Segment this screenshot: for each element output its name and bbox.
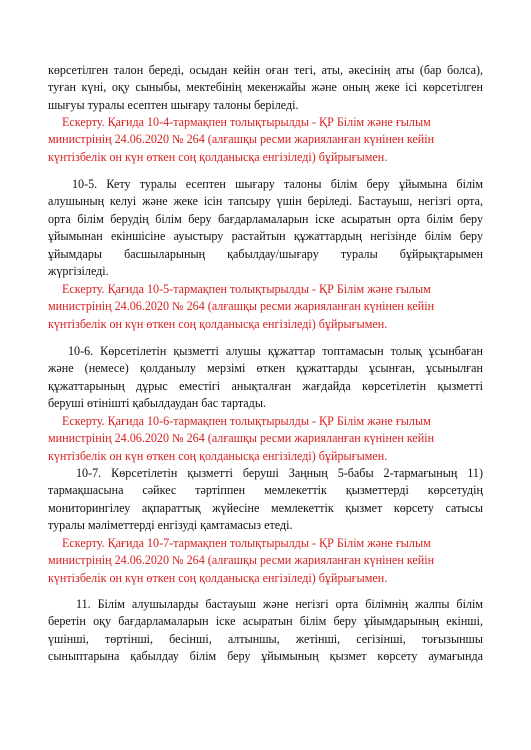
- text-line: алушының келуі және жеке ісін тапсыру үшін беріледі. Бастауыш, негізгі орта,: [48, 194, 483, 209]
- order-link[interactable]: ҚР Білім және ғылым: [319, 536, 431, 550]
- text-line: үшінші, төртінші, бесінші, алтыншы, жетінші, сегізінші, тоғызыншы: [48, 631, 483, 646]
- text-line: 10-7. Көрсетілетін қызметті беруші Заңның 5-бабы 2-тармағының 11): [76, 466, 483, 480]
- order-date-link[interactable]: министрінің 24.06.2020 № 264: [48, 553, 205, 568]
- paragraph-11: [48, 596, 483, 666]
- note-line: [48, 552, 483, 569]
- note-line: [48, 413, 483, 430]
- note-text: (алғашқы ресми жарияланған күнінен кейін: [204, 553, 435, 568]
- note-text: (алғашқы ресми жарияланған күнінен кейін: [204, 132, 435, 147]
- text-line: шығуы туралы есептен шығару талоны беріледі.: [48, 97, 299, 112]
- text-line: көрсетілген талон береді, осыдан кейін оған тегі, аты, әкесінің аты (бар болса),: [48, 63, 483, 77]
- note-line: [48, 131, 483, 148]
- text-line: беретін оқу бағдарламаларын іске асыратын білім беру ұйымдарының екінші,: [48, 614, 483, 629]
- text-line: туралы мәліметтерді енгізуді қамтамасыз етеді.: [48, 518, 293, 533]
- text-line: ұйымдары басшыларының қабылдау/шығару туралы бұйрықтарымен: [48, 246, 483, 261]
- text-line: 10-5. Кету туралы есептен шығару талоны білім беру ұйымына білім: [72, 177, 483, 191]
- text-line: орта білім берудің білім беру бағдарламаларын іске асыратын орта білім беру: [48, 211, 483, 226]
- note-line: [48, 114, 483, 131]
- order-link[interactable]: ҚР Білім және ғылым: [319, 115, 431, 129]
- order-date-link[interactable]: министрінің 24.06.2020 № 264: [48, 132, 205, 147]
- note-line: [48, 281, 483, 298]
- text-line: жүргізіледі.: [48, 263, 109, 278]
- paragraph-10-4-continuation: [48, 62, 483, 114]
- order-date-link[interactable]: министрінің 24.06.2020 № 264: [48, 299, 205, 314]
- note-line: [48, 535, 483, 552]
- text-line: 10-6. Көрсетілетін қызметті алушы құжаттар топтамасын толық ұсынбаған: [68, 344, 483, 358]
- text-line: және (немесе) қолданылу мерзімі өткен құжаттарды ұсынған, ұсынылған: [48, 361, 483, 376]
- note-line: күнтізбелік он күн өткен соң қолданысқа енгізіледі) бұйрығымен.: [48, 149, 388, 164]
- paragraph-10-5: [48, 176, 483, 280]
- note-text: (алғашқы ресми жарияланған күнінен кейін: [204, 299, 435, 314]
- paragraph-10-6: [48, 343, 483, 413]
- text-line: сыныптарына қабылдау білім беру ұйымының қызмет көрсету аумағында: [48, 649, 483, 664]
- note-line: [48, 430, 483, 447]
- paragraph-10-7: [48, 465, 483, 535]
- note-line: күнтізбелік он күн өткен соң қолданысқа енгізіледі) бұйрығымен.: [48, 316, 388, 331]
- text-line: мониторингілеу ақпараттық жүйесіне мемлекеттік қызмет көрсету сатысы: [48, 500, 483, 515]
- note-text: (алғашқы ресми жарияланған күнінен кейін: [204, 431, 435, 446]
- amendment-note-10-6: [48, 413, 483, 465]
- note-line: күнтізбелік он күн өткен соң қолданысқа енгізіледі) бұйрығымен.: [48, 448, 388, 463]
- text-line: құжаттарының дұрыс еместігі анықталған жағдайда көрсетілетін қызметті: [48, 378, 483, 393]
- order-link[interactable]: ҚР Білім және ғылым: [319, 282, 431, 296]
- text-line: туған күні, оқу сыныбы, мектебінің мекенжайы және оның жеке ісі көрсетілген: [48, 80, 483, 95]
- note-line: [48, 298, 483, 315]
- note-line: күнтізбелік он күн өткен соң қолданысқа енгізіледі) бұйрығымен.: [48, 570, 388, 585]
- note-prefix: Ескерту. Қағида 10-4-тармақпен толықтырылды -: [62, 115, 320, 129]
- order-date-link[interactable]: министрінің 24.06.2020 № 264: [48, 431, 205, 446]
- note-prefix: Ескерту. Қағида 10-7-тармақпен толықтырылды -: [62, 536, 320, 550]
- note-prefix: Ескерту. Қағида 10-5-тармақпен толықтырылды -: [62, 282, 320, 296]
- text-line: 11. Білім алушыларды бастауыш және негізгі орта білімнің жалпы білім: [76, 597, 483, 611]
- amendment-note-10-4: [48, 114, 483, 166]
- text-line: ұйымынан екіншісіне ауыстыру растайтын құжаттардың негізінде білім беру: [48, 229, 483, 244]
- text-line: тармақшасына сәйкес тәртіппен мемлекеттік қызметтерді көрсетудің: [48, 483, 483, 498]
- amendment-note-10-5: [48, 281, 483, 333]
- text-line: беруші өтінішті қабылдаудан бас тартады.: [48, 396, 266, 411]
- order-link[interactable]: ҚР Білім және ғылым: [319, 414, 431, 428]
- amendment-note-10-7: [48, 535, 483, 587]
- note-prefix: Ескерту. Қағида 10-6-тармақпен толықтырылды -: [62, 414, 320, 428]
